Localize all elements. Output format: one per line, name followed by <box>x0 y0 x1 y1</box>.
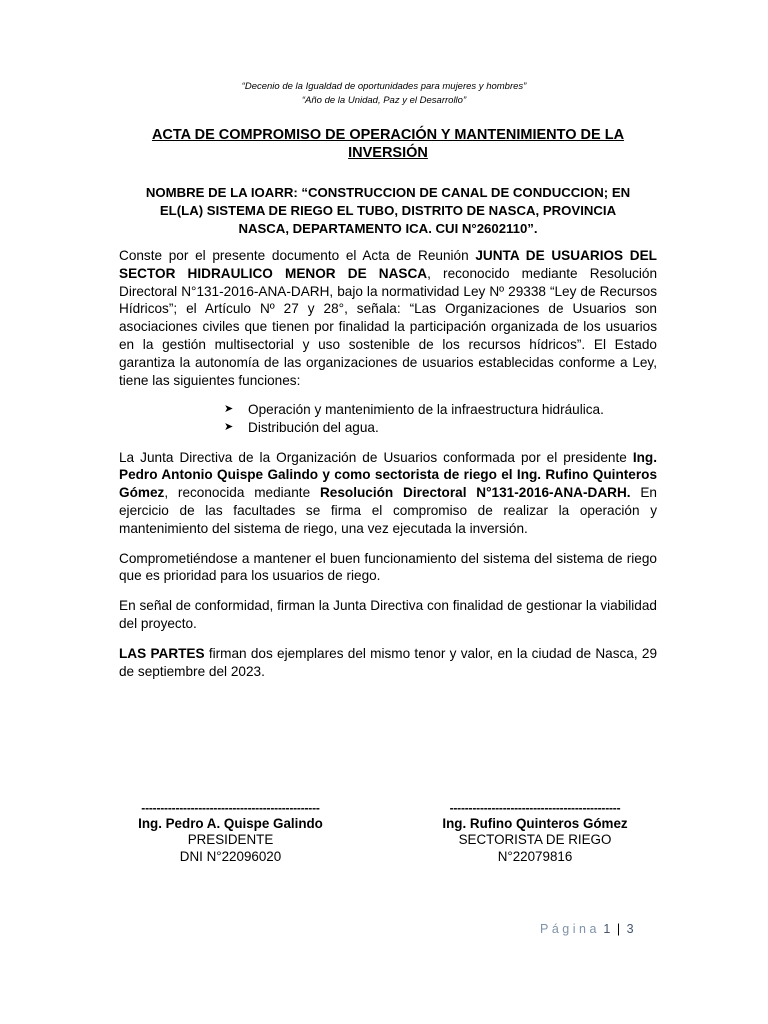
paragraph-board-names: Ing. Pedro Antonio Quispe Galindo y como sectorista de riego el Ing. Rufino Quinteros Gómez <box>119 449 657 501</box>
title-line-1: ACTA DE COMPROMISO DE OPERACIÓN Y MANTENIMIENTO DE LA <box>151 127 625 143</box>
list-item-text: Operación y mantenimiento de la infraestructura hidráulica. <box>248 402 604 418</box>
paragraph-board-text-a: La Junta Directiva de la Organización de Usuarios conformada por el presidente <box>119 449 633 465</box>
document-title <box>119 126 657 162</box>
signature-line: --------------------------------------------- <box>449 801 621 815</box>
ioarr-name <box>119 184 657 238</box>
paragraph-board-resolution: Resolución Directoral N°131-2016-ANA-DARH. <box>319 485 631 501</box>
ioarr-line-3: NASCA, DEPARTAMENTO ICA. CUI N°2602110”. <box>238 221 538 236</box>
signer-id: N°22079816 <box>497 848 573 864</box>
page-footer <box>540 922 660 936</box>
ioarr-line-2: EL(LA) SISTEMA DE RIEGO EL TUBO, DISTRITO DE NASCA, PROVINCIA <box>159 203 617 218</box>
motto-decade: “Decenio de la Igualdad de oportunidades para mujeres y hombres” <box>241 81 527 92</box>
signer-name: Ing. Pedro A. Quispe Galindo <box>138 816 323 832</box>
signer-role: SECTORISTA DE RIEGO <box>458 832 612 848</box>
signer-id: DNI N°22096020 <box>179 848 282 864</box>
page-separator: | <box>616 922 621 936</box>
page-number: 1 <box>603 922 611 936</box>
signature-block-president <box>118 800 343 865</box>
signer-name: Ing. Rufino Quinteros Gómez <box>442 816 628 832</box>
ioarr-line-1: NOMBRE DE LA IOARR: “CONSTRUCCION DE CANAL DE CONDUCCION; EN <box>145 185 631 200</box>
paragraph-intro-text-a: Conste por el presente documento el Acta de Reunión <box>119 248 476 263</box>
functions-list <box>224 401 657 436</box>
page-label: Página <box>540 922 600 936</box>
arrow-bullet-icon: ➤ <box>224 403 234 416</box>
paragraph-intro-org-name: JUNTA DE USUARIOS DEL SECTOR HIDRAULICO MENOR DE NASCA <box>119 248 657 281</box>
paragraph-parties-text: firman dos ejemplares del mismo tenor y valor, en la ciudad de Nasca, 29 de septiembre del 2023. <box>119 645 658 679</box>
paragraph-board-text-c: En ejercicio de las facultades se firma el compromiso de realizar la operación y mantenimiento del sistema de riego, una vez ejecutada la inversión. <box>119 485 657 536</box>
list-item <box>224 401 657 419</box>
list-item <box>224 419 657 437</box>
arrow-bullet-icon: ➤ <box>224 420 234 433</box>
list-item-text: Distribución del agua. <box>248 419 379 435</box>
paragraph-conformity: En señal de conformidad, firman la Junta Directiva con finalidad de gestionar la viabilidad del proyecto. <box>119 598 657 631</box>
signature-block-sectorist <box>425 800 645 865</box>
paragraph-intro-text-b: , reconocido mediante Resolución Directoral N°131-2016-ANA-DARH, bajo la normatividad Ley Nº 29338 “Ley de Recursos Hídricos”; el Artículo Nº 27 y 28°, señala: “Las Organizaciones de Usuarios son asociaciones civiles que tienen por finalidad la participación organizada de los usuarios en la gestión multisectorial y uso sostenible de los recursos hídricos”. El Estado garantiza la autonomía de las organizaciones de usuarios establecidas conforme a Ley, tiene las siguientes funciones: <box>119 265 657 388</box>
signature-line: ----------------------------------------------- <box>141 801 320 815</box>
page-total: 3 <box>626 922 634 936</box>
header-mottos <box>0 80 768 108</box>
paragraph-intro <box>119 247 657 389</box>
paragraph-board <box>119 449 657 538</box>
paragraph-parties-bold: LAS PARTES <box>119 645 205 661</box>
paragraph-commitment: Comprometiéndose a mantener el buen funcionamiento del sistema del sistema de riego que es prioridad para los usuarios de riego. <box>119 550 657 584</box>
signer-role: PRESIDENTE <box>187 832 274 848</box>
title-line-2: INVERSIÓN <box>348 145 428 161</box>
motto-year: “Año de la Unidad, Paz y el Desarrollo” <box>301 95 467 106</box>
paragraph-board-text-b: , reconocida mediante <box>164 485 320 501</box>
paragraph-parties <box>119 645 657 681</box>
document-body <box>119 247 657 692</box>
